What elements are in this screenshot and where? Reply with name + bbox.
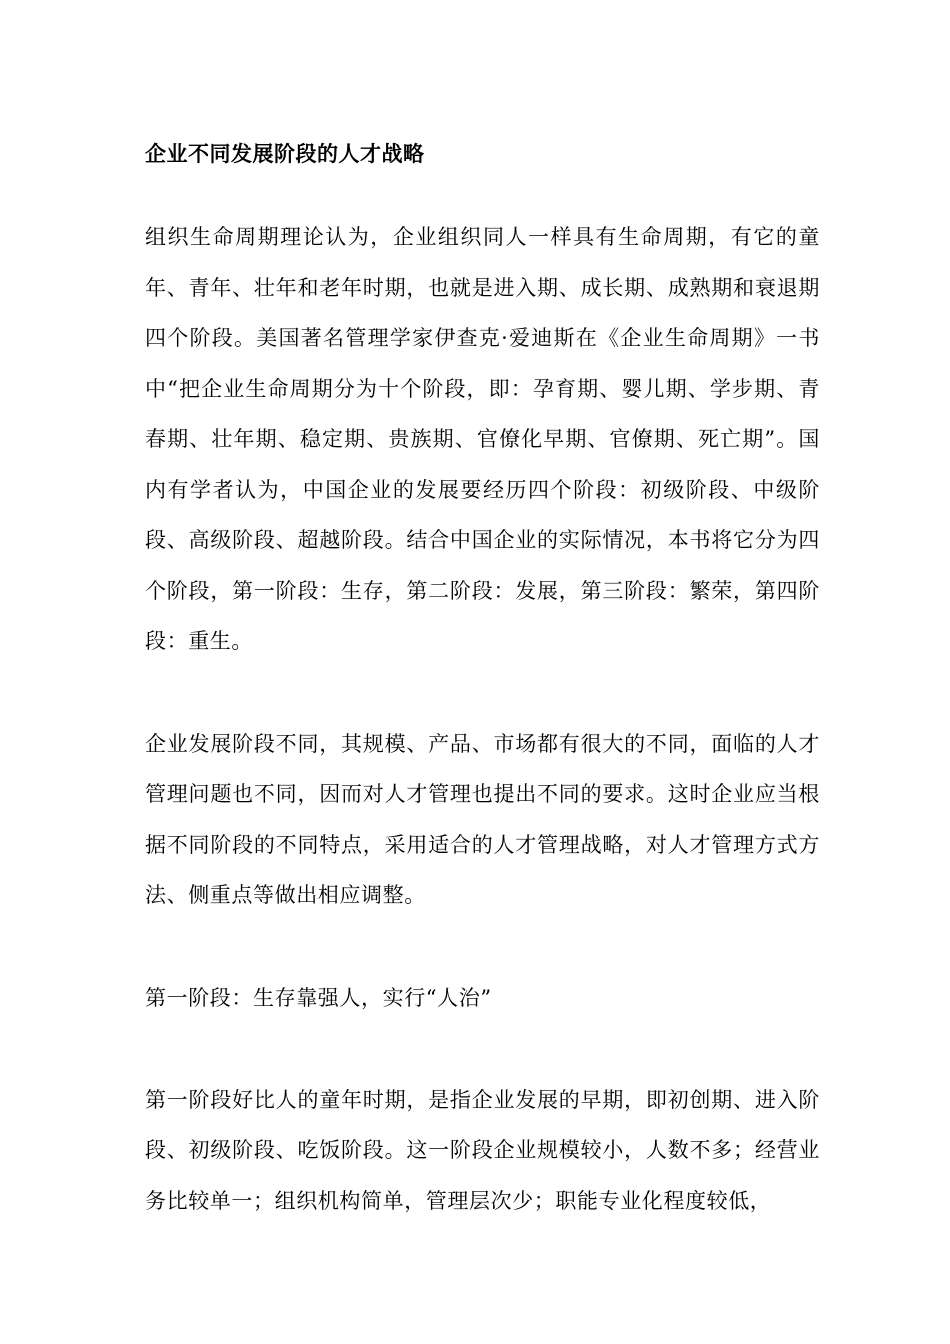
paragraph-stage-differences: 企业发展阶段不同，其规模、产品、市场都有很大的不同，面临的人才管理问题也不同，因而对人才管理也提出不同的要求。这时企业应当根据不同阶段的不同特点，采用适合的人才管理战略，对人才管理方式方法、侧重点等做出相应调整。: [145, 731, 820, 907]
paragraph-stage-one: 第一阶段好比人的童年时期，是指企业发展的早期，即初创期、进入阶段、初级阶段、吃饭阶段。这一阶段企业规模较小，人数不多；经营业务比较单一；组织机构简单，管理层次少；职能专业化程度较低，: [145, 1087, 820, 1213]
document-title: 企业不同发展阶段的人才战略: [145, 142, 425, 166]
document-body: [145, 136, 820, 1226]
paragraph-lifecycle-theory: 组织生命周期理论认为，企业组织同人一样具有生命周期，有它的童年、青年、壮年和老年时期，也就是进入期、成长期、成熟期和衰退期四个阶段。美国著名管理学家伊查克·爱迪斯在《企业生命周期》一书中“把企业生命周期分为十个阶段，即：孕育期、婴儿期、学步期、青春期、壮年期、稳定期、贵族期、官僚化早期、官僚期、死亡期”。国内有学者认为，中国企业的发展要经历四个阶段：初级阶段、中级阶段、高级阶段、超越阶段。结合中国企业的实际情况，本书将它分为四个阶段，第一阶段：生存，第二阶段：发展，第三阶段：繁荣，第四阶段：重生。: [145, 225, 820, 653]
section-heading-stage-one: 第一阶段：生存靠强人，实行“人治”: [145, 985, 492, 1010]
